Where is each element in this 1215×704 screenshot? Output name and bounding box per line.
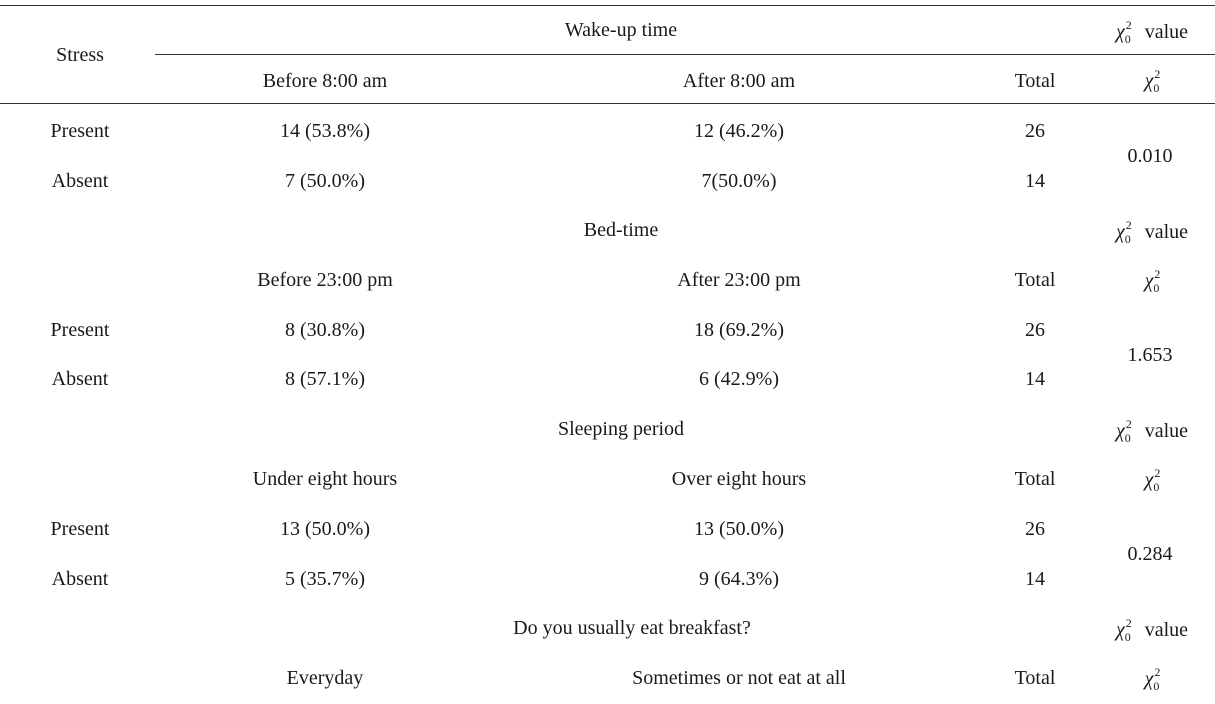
cell-c1: 14 (53.8%) [280, 120, 370, 142]
chi-value-header: $\chi^2_0$ value [1115, 218, 1189, 246]
cell-c1: 5 (35.7%) [285, 568, 365, 590]
section-title-wakeup: Wake-up time [564, 19, 678, 41]
chi-header: $\chi^2_0$ [1144, 267, 1161, 295]
chi-value-wakeup: 0.010 [1127, 145, 1173, 167]
total-header: Total [1014, 468, 1056, 490]
cell-total: 14 [1025, 170, 1045, 192]
cell-c2: 18 (69.2%) [694, 319, 784, 341]
cell-total: 26 [1025, 120, 1045, 142]
chi-symbol: χ [1115, 21, 1125, 43]
chi-value-header: $\chi^2_0$ value [1115, 616, 1189, 644]
row-label: Absent [51, 568, 109, 590]
header-bottom-rule [0, 103, 1215, 104]
section-title-sleeping: Sleeping period [557, 418, 685, 440]
chi-header: $\chi^2_0$ [1144, 67, 1161, 95]
cell-total: 26 [1025, 518, 1045, 540]
cell-c1: 8 (30.8%) [285, 319, 365, 341]
value-label: value [1144, 21, 1189, 43]
col2-header: After 8:00 am [682, 70, 796, 92]
header-split-rule [155, 54, 1215, 55]
cell-c2: 13 (50.0%) [694, 518, 784, 540]
row-label: Present [50, 120, 110, 142]
col2-header: Over eight hours [671, 468, 807, 490]
section-title-breakfast: Do you usually eat breakfast? [513, 617, 751, 639]
cell-c1: 7 (50.0%) [285, 170, 365, 192]
chi-value-header: $\chi^2_0$ value [1115, 417, 1189, 445]
total-header: Total [1014, 269, 1056, 291]
top-rule [0, 5, 1215, 6]
row-label: Absent [51, 170, 109, 192]
total-header: Total [1014, 667, 1056, 689]
col1-header: Before 8:00 am [262, 70, 388, 92]
cell-total: 14 [1025, 568, 1045, 590]
chi-header: $\chi^2_0$ [1144, 466, 1161, 494]
col1-header: Everyday [286, 667, 364, 689]
col1-header: Before 23:00 pm [257, 269, 393, 291]
total-header: Total [1014, 70, 1056, 92]
cell-c2: 6 (42.9%) [699, 368, 779, 390]
chi-value-bedtime: 1.653 [1127, 344, 1173, 366]
col1-header: Under eight hours [252, 468, 398, 490]
row-header-stress: Stress [56, 44, 104, 66]
cell-c1: 13 (50.0%) [280, 518, 370, 540]
cell-total: 14 [1025, 368, 1045, 390]
chi-value-sleeping: 0.284 [1127, 543, 1173, 565]
col2-header: Sometimes or not eat at all [632, 667, 846, 689]
cell-c2: 7(50.0%) [701, 170, 777, 192]
row-label: Present [50, 518, 110, 540]
cell-c2: 9 (64.3%) [699, 568, 779, 590]
row-label: Absent [51, 368, 109, 390]
col2-header: After 23:00 pm [677, 269, 801, 291]
row-label: Present [50, 319, 110, 341]
section-title-bedtime: Bed-time [583, 219, 659, 241]
cell-c2: 12 (46.2%) [694, 120, 784, 142]
chi-value-header: $\chi^2_0$ value [1115, 18, 1189, 46]
chi-header: $\chi^2_0$ [1144, 665, 1161, 693]
cell-total: 26 [1025, 319, 1045, 341]
cell-c1: 8 (57.1%) [285, 368, 365, 390]
